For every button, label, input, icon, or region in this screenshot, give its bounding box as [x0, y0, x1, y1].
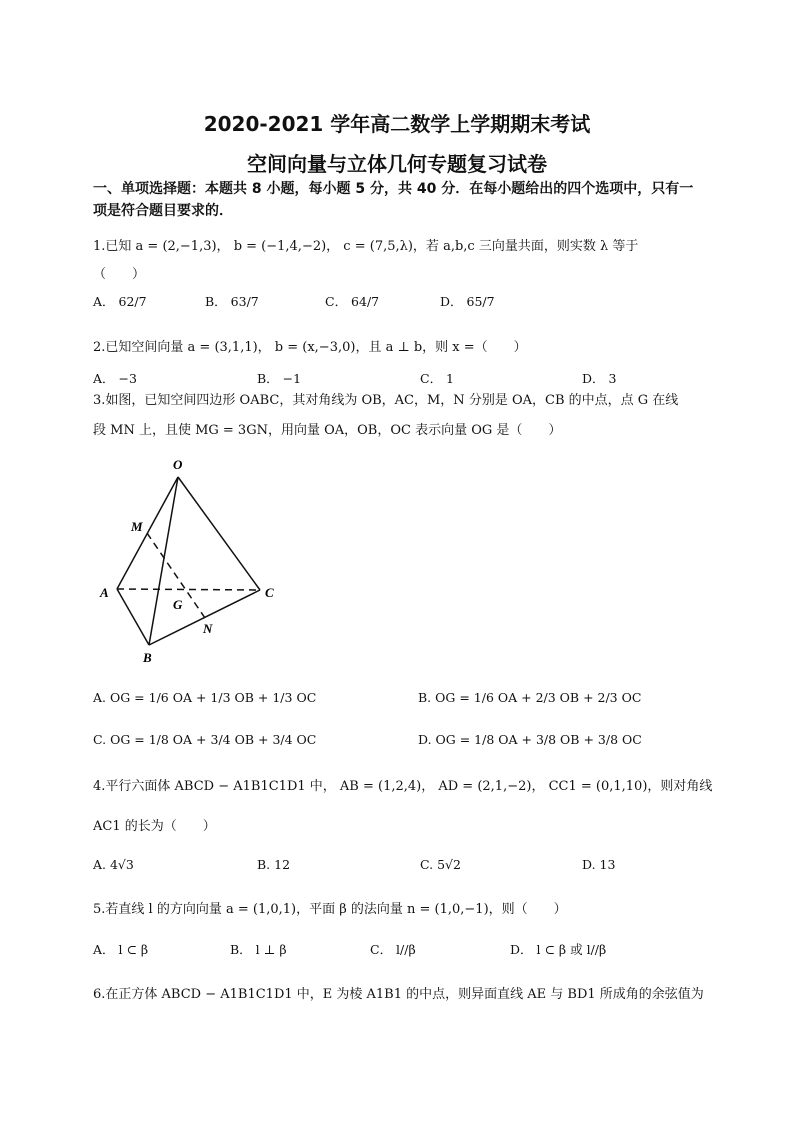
q2-option-b[interactable]: B． −1: [257, 371, 302, 386]
label-b: B: [143, 650, 152, 665]
q6-stem: 6.在正方体 ABCD − A1B1C1D1 中，E 为棱 A1B1 的中点，则异面直线 AE 与 BD1 所成角的余弦值为: [93, 987, 704, 1002]
q3-stem-2: 段 MN 上，且使 MG = 3GN，用向量 OA，OB，OC 表示向量 OG 是（ ）: [93, 423, 562, 438]
q1-option-b[interactable]: B． 63/7: [205, 294, 259, 309]
edge-oc: [178, 477, 260, 590]
q5-option-a[interactable]: A． l ⊂ β: [93, 942, 149, 957]
label-o: O: [173, 457, 183, 472]
edge-ab: [117, 589, 149, 645]
q2-stem: 2.已知空间向量 a = (3,1,1)， b = (x,−3,0)，且 a ⊥ b，则 x =（ ）: [93, 340, 527, 355]
section-heading: 一、单项选择题：本题共 8 小题，每小题 5 分，共 40 分．在每小题给出的四个选项中，只有一项是符合题目要求的．: [93, 181, 694, 219]
q1-option-d[interactable]: D． 65/7: [440, 294, 495, 309]
q2-option-d[interactable]: D． 3: [582, 371, 617, 386]
q4-option-a[interactable]: A. 4√3: [93, 857, 134, 872]
exam-title: 2020-2021 学年高二数学上学期期末考试: [203, 112, 591, 136]
q1-stem: 1.已知 a = (2,−1,3)， b = (−1,4,−2)， c = (7,5,λ)，若 a,b,c 三向量共面，则实数 λ 等于: [93, 239, 639, 254]
q5-option-d[interactable]: D． l ⊂ β 或 l//β: [510, 942, 607, 957]
q3-option-c[interactable]: C. OG = 1/8 OA + 3/4 OB + 3/4 OC: [93, 732, 317, 747]
q1-option-a[interactable]: A． 62/7: [93, 294, 147, 309]
q3-option-d[interactable]: D. OG = 1/8 OA + 3/8 OB + 3/8 OC: [418, 732, 642, 747]
q5-option-c[interactable]: C． l//β: [370, 942, 416, 957]
label-c: C: [265, 585, 274, 600]
q4-option-c[interactable]: C. 5√2: [420, 857, 461, 872]
q4-stem-2: AC1 的长为（ ）: [93, 819, 216, 834]
q4-option-d[interactable]: D. 13: [582, 857, 616, 872]
q5-option-b[interactable]: B． l ⊥ β: [230, 942, 287, 957]
label-a: A: [100, 585, 109, 600]
edge-ac-dashed: [117, 589, 260, 590]
label-m: M: [131, 519, 143, 534]
q4-option-b[interactable]: B. 12: [257, 857, 291, 872]
q1-stem-bracket: （ ）: [93, 267, 146, 282]
label-n: N: [203, 621, 213, 636]
q2-option-a[interactable]: A． −3: [93, 371, 137, 386]
label-g: G: [173, 597, 183, 612]
q2-option-c[interactable]: C． 1: [420, 371, 454, 386]
q5-stem: 5.若直线 l 的方向向量 a = (1,0,1)，平面 β 的法向量 n = (1,0,−1)，则（ ）: [93, 902, 567, 917]
exam-subtitle: 空间向量与立体几何专题复习试卷: [247, 152, 547, 176]
q3-option-b[interactable]: B. OG = 1/6 OA + 2/3 OB + 2/3 OC: [418, 690, 642, 705]
q1-option-c[interactable]: C． 64/7: [325, 294, 380, 309]
q3-option-a[interactable]: A. OG = 1/6 OA + 1/3 OB + 1/3 OC: [93, 690, 317, 705]
q4-stem: 4.平行六面体 ABCD − A1B1C1D1 中， AB = (1,2,4)， AD = (2,1,−2)， CC1 = (0,1,10)，则对角线: [93, 779, 713, 794]
q3-stem: 3.如图，已知空间四边形 OABC，其对角线为 OB，AC，M，N 分别是 OA，CB 的中点，点 G 在线: [93, 393, 679, 408]
tetrahedron-figure: [95, 455, 285, 670]
